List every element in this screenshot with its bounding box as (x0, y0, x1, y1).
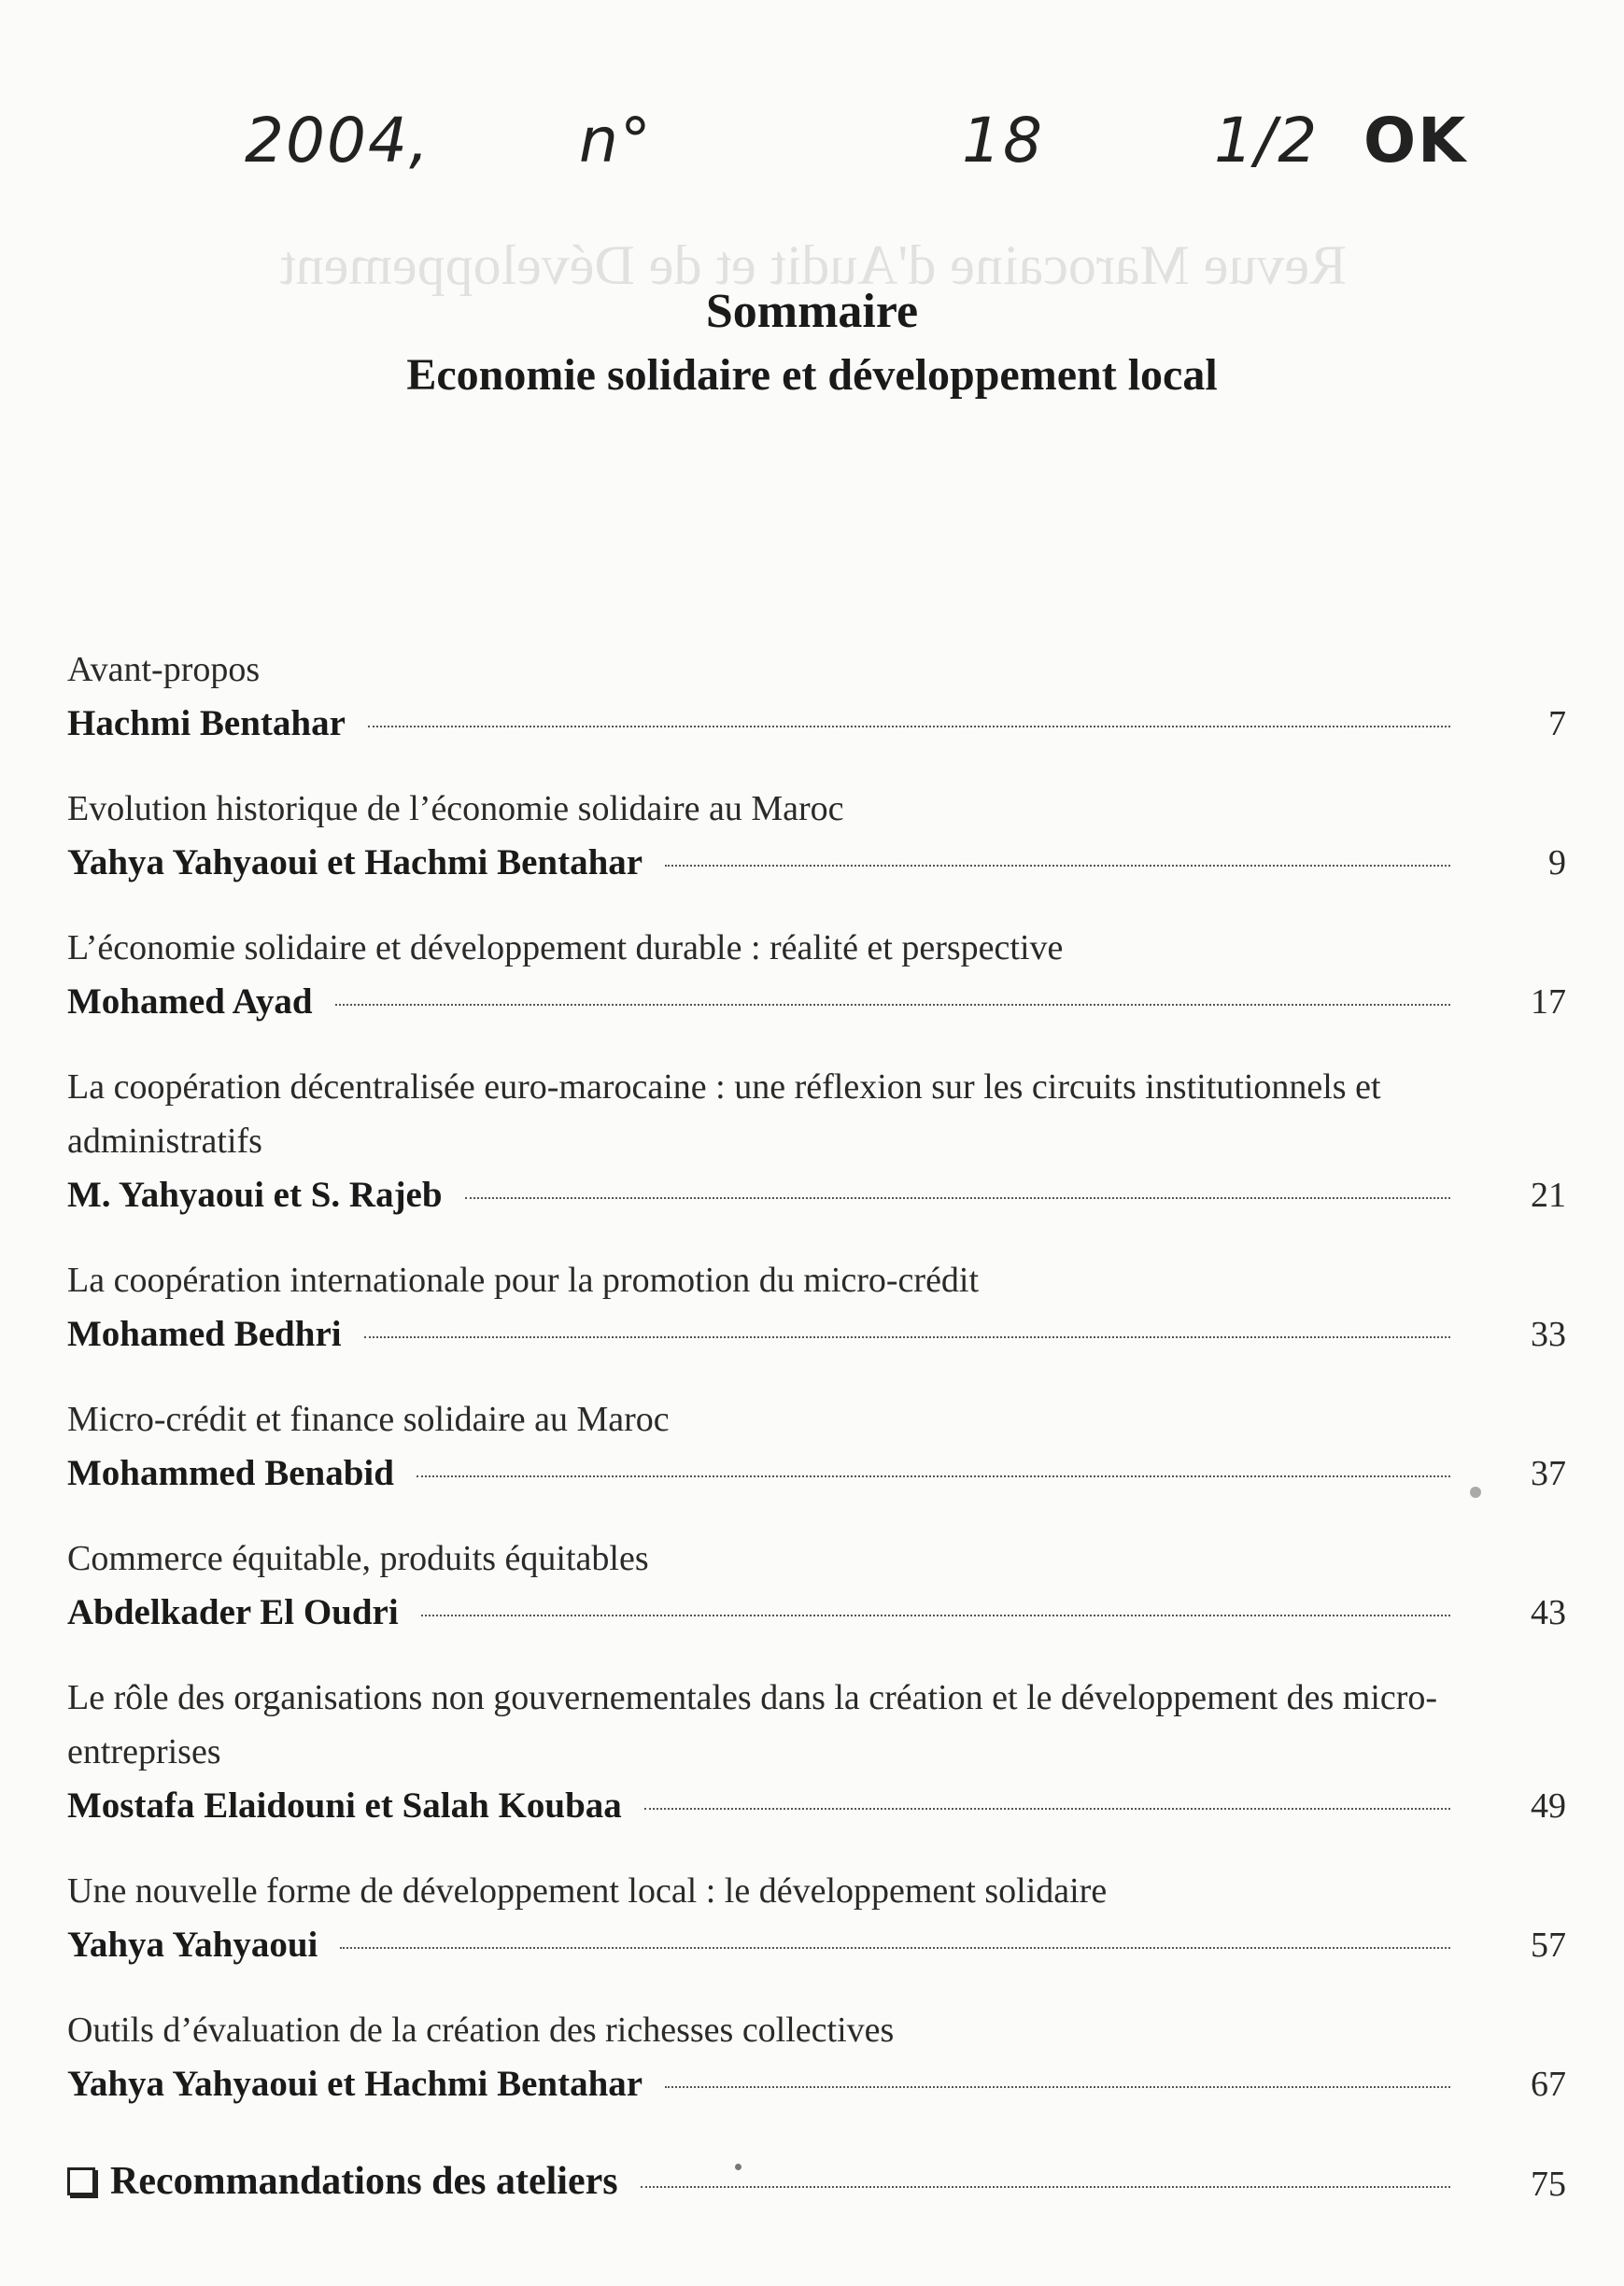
toc-entry-page: 17 (1531, 982, 1566, 1022)
toc-entry-line (67, 2154, 1566, 2211)
toc-entry-author: Mostafa Elaidouni et Salah Koubaa (67, 1785, 622, 1826)
dot-leader (335, 1004, 1450, 1006)
toc-entry (67, 642, 1566, 751)
toc-entry-line (67, 1446, 1566, 1501)
toc-entry (67, 1531, 1566, 1640)
page-title: Sommaire (705, 285, 919, 338)
recommendations-text: Recommandations des ateliers (110, 2160, 618, 2203)
toc-entry-page: 67 (1531, 2065, 1566, 2104)
recommendations-page: 75 (1531, 2165, 1566, 2204)
toc-entry-title: L’économie solidaire et développement durable : réalité et perspective (67, 928, 1064, 967)
toc-entry-author: M. Yahyaoui et S. Rajeb (67, 1175, 443, 1215)
toc-entry-author: Yahya Yahyaoui (67, 1925, 318, 1965)
toc-entry (67, 1864, 1566, 1972)
recommendations-label (67, 2154, 618, 2208)
toc-entry-page: 33 (1531, 1315, 1566, 1354)
page-subtitle: Economie solidaire et développement local (406, 350, 1218, 400)
toc-entry-title: Une nouvelle forme de développement local : le développement solidaire (67, 1871, 1108, 1911)
dot-leader (368, 726, 1450, 727)
dot-leader (340, 1947, 1450, 1949)
handwritten-number-label: n° (579, 105, 653, 176)
toc-entry (67, 1671, 1566, 1833)
toc-entry-line (67, 697, 1566, 751)
toc-entry (67, 2003, 1566, 2111)
toc-entry-line (67, 1168, 1566, 1222)
toc-entry-author: Hachmi Bentahar (67, 703, 346, 743)
toc-entry-page: 9 (1548, 843, 1566, 882)
toc-entry-title: Evolution historique de l’économie solidaire au Maroc (67, 789, 844, 828)
toc-entry-title: Outils d’évaluation de la création des richesses collectives (67, 2011, 895, 2050)
toc-entry-page: 43 (1531, 1593, 1566, 1632)
bleed-through-text: Revue Marocaine d'Audit et de Développement (280, 234, 1348, 296)
toc-entry-title: Le rôle des organisations non gouvernementales dans la création et le développement des micro-entreprises (67, 1678, 1438, 1771)
toc-entry-title: La coopération internationale pour la promotion du micro-crédit (67, 1261, 980, 1300)
toc-entry-title: Commerce équitable, produits équitables (67, 1539, 649, 1578)
toc-entry-author: Yahya Yahyaoui et Hachmi Bentahar (67, 842, 643, 882)
page-header (0, 282, 1624, 405)
toc-entry-author: Mohammed Benabid (67, 1453, 394, 1493)
toc-entry-line (67, 1586, 1566, 1640)
scan-speck (735, 2164, 741, 2170)
dot-leader (641, 2186, 1450, 2188)
toc-entry (67, 782, 1566, 890)
toc-entry-author: Abdelkader El Oudri (67, 1592, 399, 1632)
toc-entry-line (67, 1307, 1566, 1362)
toc-entry-line (67, 1918, 1566, 1972)
dot-leader (644, 1808, 1450, 1810)
table-of-contents (67, 642, 1566, 2242)
toc-entry-author: Mohamed Ayad (67, 981, 313, 1022)
toc-recommendations (67, 2154, 1566, 2211)
handwritten-number: 18 (962, 105, 1044, 176)
dot-leader (665, 2086, 1450, 2088)
toc-entry-title: La coopération décentralisée euro-marocaine : une réflexion sur les circuits institutionnels et administratifs (67, 1067, 1381, 1161)
scan-speck (1470, 1487, 1481, 1498)
toc-entry-title: Micro-crédit et finance solidaire au Maroc (67, 1400, 670, 1439)
handwritten-year: 2004, (245, 105, 431, 176)
toc-entry (67, 921, 1566, 1029)
toc-entry-author: Mohamed Bedhri (67, 1314, 342, 1354)
toc-entry-line (67, 836, 1566, 890)
toc-entry (67, 1253, 1566, 1362)
handwritten-fraction: 1/2 (1214, 105, 1320, 176)
dot-leader (364, 1336, 1450, 1338)
toc-entry-page: 7 (1548, 704, 1566, 743)
handwritten-ok: OK (1363, 105, 1468, 176)
checkbox-icon (67, 2167, 95, 2195)
toc-entry-line (67, 975, 1566, 1029)
dot-leader (465, 1197, 1450, 1199)
toc-entry (67, 1392, 1566, 1501)
dot-leader (421, 1615, 1450, 1616)
toc-entry-title: Avant-propos (67, 650, 261, 689)
toc-entry-page: 57 (1531, 1926, 1566, 1965)
toc-entry-author: Yahya Yahyaoui et Hachmi Bentahar (67, 2064, 643, 2104)
toc-entry-line (67, 2057, 1566, 2111)
toc-entry-page: 37 (1531, 1454, 1566, 1493)
toc-entry (67, 1060, 1566, 1222)
dot-leader (417, 1475, 1450, 1477)
toc-entry-page: 21 (1531, 1176, 1566, 1215)
toc-entry-page: 49 (1531, 1786, 1566, 1826)
toc-entry-line (67, 1779, 1566, 1833)
dot-leader (665, 865, 1450, 867)
